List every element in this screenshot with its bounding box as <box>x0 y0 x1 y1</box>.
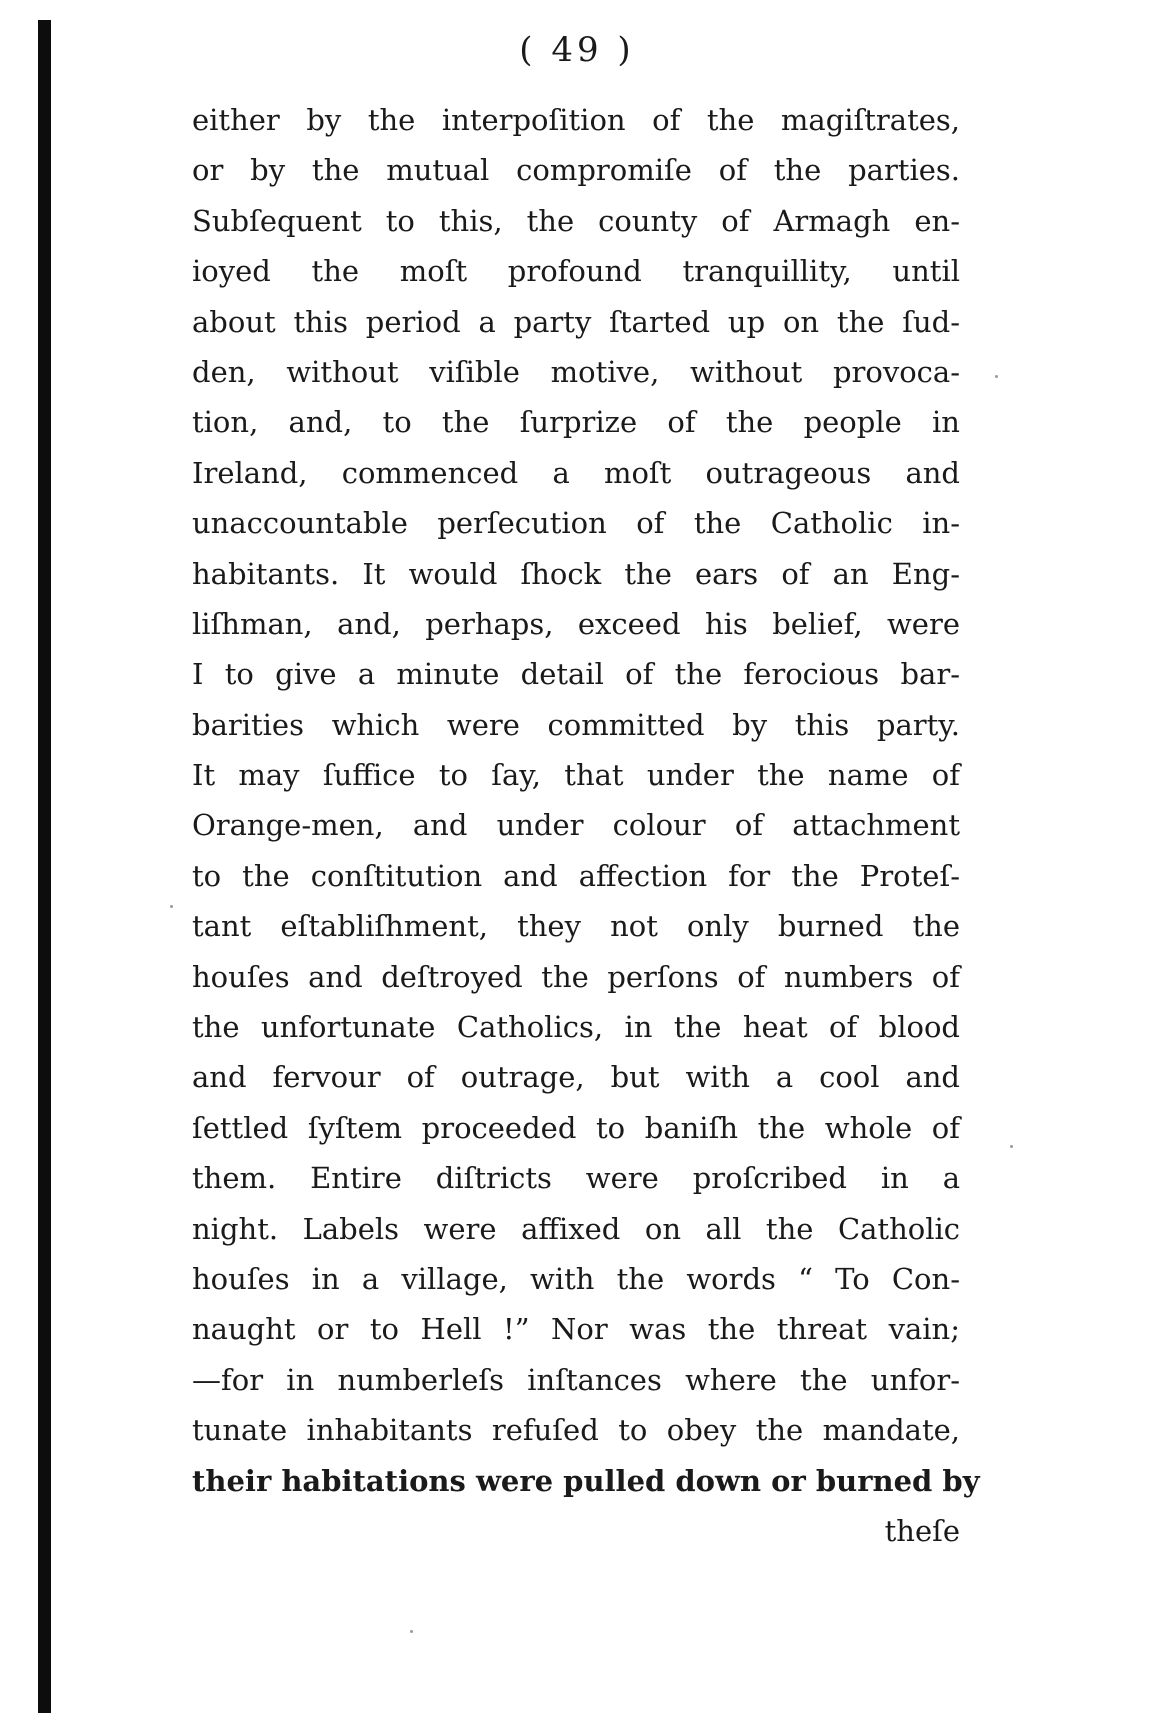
text-line: about this period a party ſtarted up on the ſud- <box>192 304 960 339</box>
text-line: liſhman, and, perhaps, exceed his belief, were <box>192 606 960 641</box>
text-line: It may ſuffice to ſay, that under the name of <box>192 758 960 793</box>
body-text <box>192 95 980 1556</box>
paper-speck <box>170 905 173 908</box>
text-line: the unfortunate Catholics, in the heat of blood <box>192 1010 960 1045</box>
text-line: or by the mutual compromiſe of the parties. <box>192 153 960 188</box>
text-line: tion, and, to the ſurprize of the people in <box>192 405 960 440</box>
text-line: to the conſtitution and affection for the Proteſ- <box>192 858 960 893</box>
text-line: den, without viſible motive, without provoca- <box>192 354 960 389</box>
text-line: unaccountable perſecution of the Catholic in- <box>192 506 960 541</box>
text-line: ioyed the moſt profound tranquillity, until <box>192 254 960 289</box>
text-line: barities which were committed by this party. <box>192 707 960 742</box>
paper-speck <box>995 375 998 378</box>
text-line: habitants. It would ſhock the ears of an Eng- <box>192 556 960 591</box>
text-line: their habitations were pulled down or burned by <box>192 1463 980 1498</box>
page-number: ( 49 ) <box>519 30 635 70</box>
text-line: tant eſtabliſhment, they not only burned the <box>192 909 960 944</box>
page-binding-edge <box>38 20 51 1713</box>
text-line: houſes and deſtroyed the perſons of numbers of <box>192 959 960 994</box>
text-line: naught or to Hell !” Nor was the threat vain; <box>192 1312 960 1347</box>
text-line: I to give a minute detail of the ferocious bar- <box>192 657 960 692</box>
text-line: Ireland, commenced a moſt outrageous and <box>192 455 960 490</box>
paper-speck <box>1010 1145 1013 1148</box>
text-line: and fervour of outrage, but with a cool and <box>192 1060 960 1095</box>
paper-speck <box>410 1630 413 1633</box>
text-line: night. Labels were affixed on all the Catholic <box>192 1211 960 1246</box>
text-line: —for in numberleſs inſtances where the unfor- <box>192 1362 960 1397</box>
catchword: theſe <box>884 1513 960 1548</box>
text-line: ſettled ſyſtem proceeded to baniſh the whole of <box>192 1110 960 1145</box>
text-line: tunate inhabitants refuſed to obey the mandate, <box>192 1413 960 1448</box>
text-line: Orange-men, and under colour of attachment <box>192 808 960 843</box>
text-line: them. Entire diſtricts were proſcribed in a <box>192 1161 960 1196</box>
text-line: either by the interpoſition of the magiſtrates, <box>192 103 960 137</box>
text-line: Subſequent to this, the county of Armagh en- <box>192 203 960 238</box>
text-line: houſes in a village, with the words “ To Con- <box>192 1261 960 1296</box>
